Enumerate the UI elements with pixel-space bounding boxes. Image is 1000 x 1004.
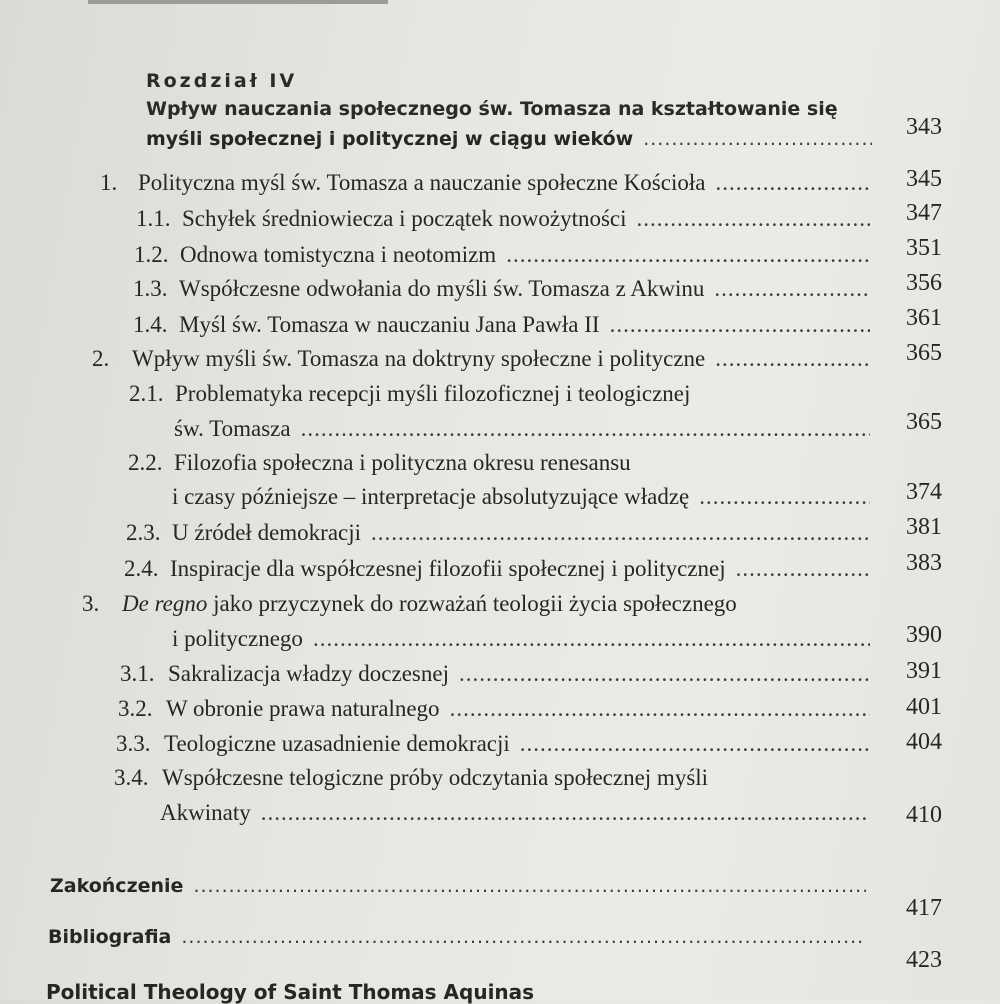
entry-number: 3.4. (114, 765, 149, 790)
leader-dots (715, 346, 870, 372)
entry-title: Bibliografia (48, 926, 172, 948)
entry-title-continuation: i politycznego (172, 626, 303, 651)
chapter-label: Rozdział IV (146, 70, 298, 92)
entry-title: jako przyczynek do rozważań teologii życia społecznego (213, 591, 737, 616)
page-number: 410 (906, 802, 942, 828)
page-number: 374 (906, 479, 942, 505)
entry-title: Political Theology of Saint Thomas Aquinas (46, 980, 535, 1004)
entry-title: Filozofia społeczna i polityczna okresu renesansu (174, 450, 631, 475)
page-number: 417 (906, 895, 942, 921)
toc-entry (134, 242, 880, 268)
page-number: 345 (906, 166, 942, 192)
leader-dots (450, 696, 870, 722)
page-number: 365 (906, 409, 942, 435)
entry-title: Inspiracje dla współczesnej filozofii społecznej i politycznej (170, 556, 726, 581)
entry-title: Schyłek średniowiecza i początek nowożytności (182, 206, 627, 231)
page-number: 351 (906, 235, 942, 261)
leader-dots (301, 416, 870, 442)
leader-dots (261, 800, 870, 826)
toc-entry (124, 556, 880, 582)
toc-entry (100, 170, 880, 196)
leader-dots (736, 556, 870, 582)
toc-entry (118, 696, 880, 722)
toc-entry-continuation (160, 800, 880, 826)
entry-title: Odnowa tomistyczna i neotomizm (180, 242, 497, 267)
toc-entry-back-matter (46, 980, 534, 1004)
toc-entry (126, 520, 880, 546)
page-number: 390 (906, 622, 942, 648)
entry-title: Współczesne telogiczne próby odczytania społecznej myśli (162, 765, 709, 790)
entry-title: Problematyka recepcji myśli filozoficznej i teologicznej (175, 381, 691, 406)
entry-number: 3.3. (116, 731, 151, 756)
toc-entry (116, 731, 880, 757)
entry-title: Zakończenie (50, 875, 184, 897)
entry-number: 2. (92, 346, 110, 371)
entry-number: 1.2. (134, 242, 169, 267)
top-rule (88, 0, 388, 4)
entry-number: 2.3. (126, 520, 161, 545)
entry-title-italic: De regno (122, 591, 208, 616)
leader-dots (714, 276, 870, 302)
leader-dots (506, 242, 870, 268)
page-number: 361 (906, 305, 942, 331)
toc-entry (133, 312, 880, 338)
entry-title: Wpływ myśli św. Tomasza na doktryny społeczne i polityczne (132, 346, 706, 371)
leader-dots (181, 926, 866, 948)
entry-title-continuation: Akwinaty (160, 800, 251, 825)
chapter-title-line-1: Wpływ nauczania społecznego św. Tomasza na kształtowanie się (146, 98, 838, 120)
page-number: 391 (906, 658, 942, 684)
entry-number: 1.4. (133, 312, 168, 337)
chapter-title-line-2: myśli społecznej i politycznej w ciągu wieków (146, 128, 634, 150)
toc-entry (92, 346, 880, 372)
toc-entry-back-matter (48, 926, 876, 948)
leader-dots (637, 206, 870, 232)
page-number: 423 (906, 947, 942, 973)
toc-entry (133, 276, 880, 302)
leader-dots (371, 520, 870, 546)
entry-number: 1.1. (136, 206, 171, 231)
toc-entry-continuation (172, 626, 880, 652)
entry-number: 2.4. (124, 556, 159, 581)
leader-dots (193, 875, 866, 897)
page-number: 343 (906, 114, 942, 140)
entry-title: W obronie prawa naturalnego (166, 696, 440, 721)
entry-title: Polityczna myśl św. Tomasza a nauczanie społeczne Kościoła (138, 170, 706, 195)
toc-entry-back-matter (50, 875, 876, 897)
entry-number: 3. (82, 591, 100, 616)
leader-dots (715, 170, 870, 196)
entry-title: Współczesne odwołania do myśli św. Tomasza z Akwinu (179, 276, 705, 301)
toc-entry (128, 450, 631, 476)
leader-dots (610, 312, 870, 338)
toc-entry (114, 765, 708, 791)
entry-number: 3.2. (118, 696, 153, 721)
leader-dots (459, 661, 870, 687)
entry-number: 1. (100, 170, 118, 195)
entry-title: U źródeł demokracji (172, 520, 362, 545)
toc-entry (136, 206, 880, 232)
chapter-title-row (146, 128, 882, 150)
leader-dots (520, 731, 870, 757)
leader-dots (313, 626, 870, 652)
page-number: 404 (906, 729, 942, 755)
leader-dots (699, 484, 870, 510)
entry-number: 1.3. (133, 276, 168, 301)
entry-title: Sakralizacja władzy doczesnej (168, 661, 449, 686)
toc-entry (120, 661, 880, 687)
page-number: 365 (906, 340, 942, 366)
entry-number: 2.2. (128, 450, 163, 475)
toc-entry (82, 591, 737, 617)
entry-title: Teologiczne uzasadnienie demokracji (164, 731, 510, 756)
entry-title-continuation: św. Tomasza (174, 416, 291, 441)
page-number: 401 (906, 694, 942, 720)
toc-entry-continuation (172, 484, 880, 510)
page-number: 383 (906, 550, 942, 576)
page-number: 356 (906, 270, 942, 296)
entry-title-continuation: i czasy późniejsze – interpretacje absolutyzujące władzę (172, 484, 690, 509)
leader-dots (643, 128, 872, 150)
entry-title: Myśl św. Tomasza w nauczaniu Jana Pawła II (179, 312, 600, 337)
entry-number: 3.1. (120, 661, 155, 686)
entry-number: 2.1. (129, 381, 164, 406)
page-number: 381 (906, 514, 942, 540)
page-number: 347 (906, 200, 942, 226)
toc-entry (129, 381, 690, 407)
toc-entry-continuation (174, 416, 880, 442)
